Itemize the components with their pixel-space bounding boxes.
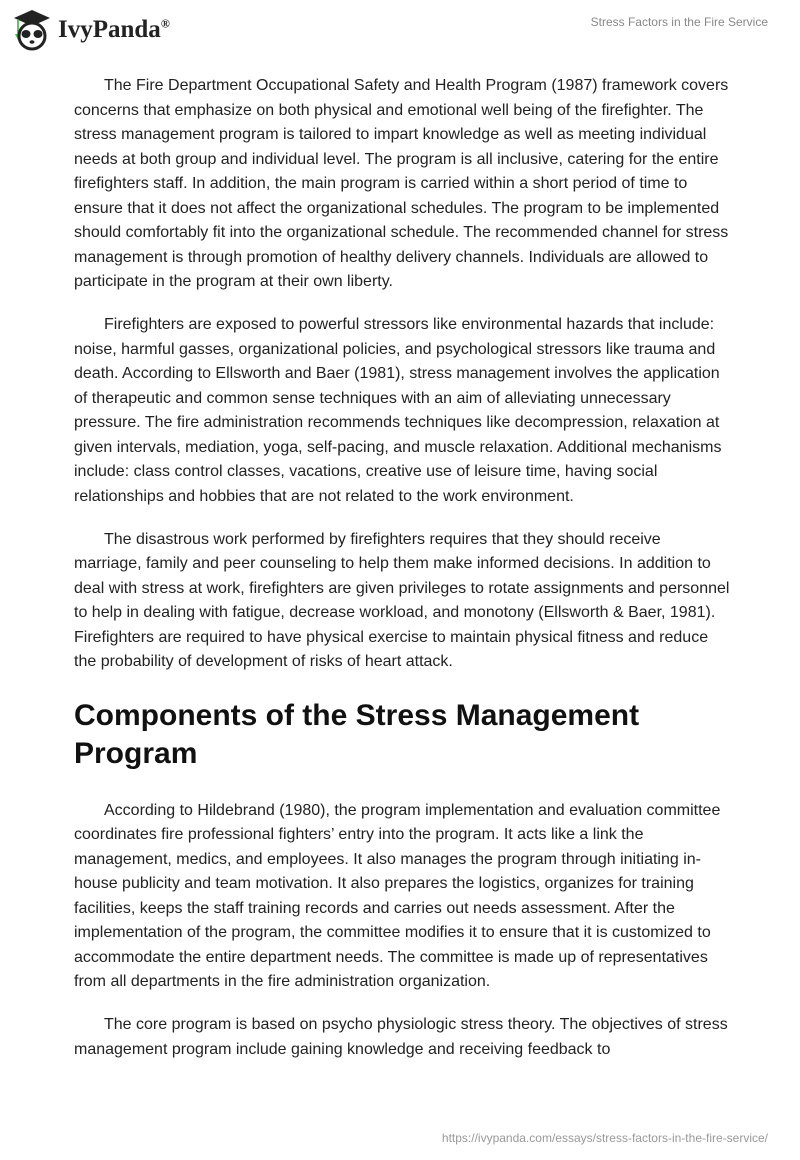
paragraph: The disastrous work performed by firefighters requires that they should receive marriage, family and peer counseling to help them make informed decisions. In addition to deal with stress at work, firefighters are given privileges to rotate assignments and personnel to help in dealing with fatigue, decrease workload, and monotony (Ellsworth & Baer, 1981). Firefighters are required to have physical exercise to maintain physical fitness and reduce the probability of development of risks of heart attack. bbox=[74, 530, 730, 670]
document-title: Stress Factors in the Fire Service bbox=[590, 15, 768, 29]
paragraph: According to Hildebrand (1980), the program implementation and evaluation committee coordinates fire professional fighters’ entry into the program. It acts like a link the management, medics, and employees. It also manages the program through initiating in-house publicity and team motivation. It also prepares the logistics, organizes for training facilities, keeps the staff training records and carries out needs assessment. After the implementation of the program, the committee modifies it to ensure that it is customized to accommodate the entire department needs. The committee is made up of representatives from all departments in the fire administration organization. bbox=[74, 801, 721, 990]
paragraph: Firefighters are exposed to powerful stressors like environmental hazards that include: noise, harmful gasses, organizational policies, and psychological stressors like trauma and death. According to Ellsworth and Baer (1981), stress management involves the application of therapeutic and common sense techniques with an aim of alleviating unnecessary pressure. The fire administration recommends techniques like decompression, relaxation at given intervals, mediation, yoga, self-pacing, and muscle relaxation. Additional mechanisms include: class control classes, vacations, creative use of leisure time, having social relationships and hobbies that are not related to the work environment. bbox=[74, 316, 722, 505]
panda-graduate-icon bbox=[12, 8, 52, 52]
ivypanda-logo[interactable] bbox=[12, 8, 170, 52]
source-url[interactable]: https://ivypanda.com/essays/stress-factors-in-the-fire-service/ bbox=[441, 1131, 768, 1145]
paragraph: The Fire Department Occupational Safety and Health Program (1987) framework covers concerns that emphasize on both physical and emotional well being of the firefighter. The stress management program is tailored to impart knowledge as well as meeting individual needs at both group and individual level. The program is all inclusive, catering for the entire firefighters staff. In addition, the main program is carried within a short period of time to ensure that it does not affect the organizational schedules. The program to be implemented should comfortably fit into the organizational schedule. The recommended channel for stress management is through promotion of healthy delivery channels. Individuals are allowed to participate in the program at their own liberty. bbox=[74, 77, 729, 290]
paragraph: The core program is based on psycho physiologic stress theory. The objectives of stress management program include gaining knowledge and receiving feedback to bbox=[74, 1016, 728, 1058]
brand-name: IvyPanda® bbox=[58, 16, 170, 43]
section-heading: Components of the Stress Management Program bbox=[74, 698, 640, 770]
essay-content bbox=[74, 74, 730, 1081]
